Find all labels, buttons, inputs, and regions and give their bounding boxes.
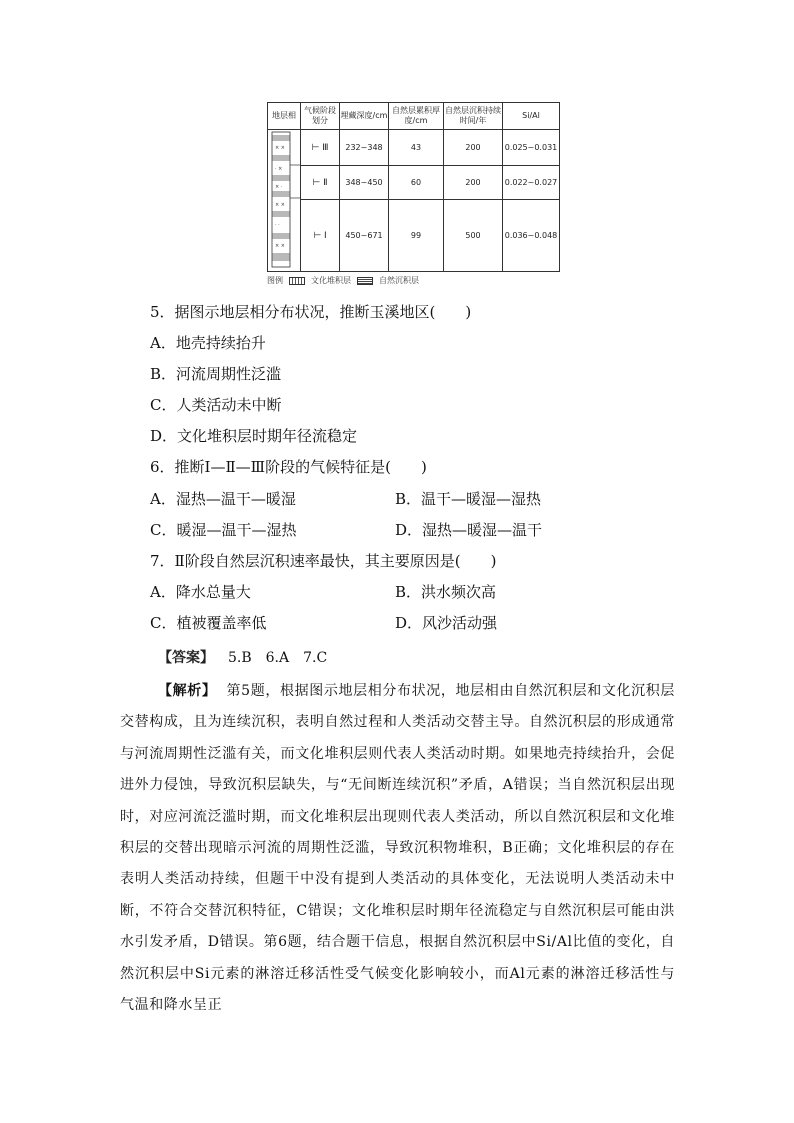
question-6-option-a: A．湿热—温干—暖湿: [150, 490, 296, 508]
table-row: [268, 200, 560, 272]
sial-cell: 0.036~0.048: [503, 200, 560, 272]
analysis-tag: 【解析】: [158, 683, 217, 699]
legend-title: 图例: [267, 276, 283, 285]
stage-cell: ⊢ Ⅲ: [301, 130, 340, 166]
question-5-option-a: A．地壳持续抬升: [150, 334, 266, 352]
cultural-layer-swatch: [289, 277, 305, 285]
legend-cultural-label: 文化堆积层: [311, 276, 351, 285]
figure-legend: [267, 275, 560, 286]
svg-text:× ×: × ×: [275, 243, 285, 249]
svg-text:· ×: · ×: [275, 166, 283, 172]
sial-cell: 0.025~0.031: [503, 130, 560, 166]
svg-text:× ×: × ×: [275, 202, 285, 208]
question-6-option-b: B．温干—暖湿—湿热: [395, 490, 542, 508]
stage-cell: ⊢ Ⅰ: [301, 200, 340, 272]
question-7-option-a: A．降水总量大: [150, 583, 251, 601]
question-6-stem: 6．推断Ⅰ—Ⅱ—Ⅲ阶段的气候特征是( ): [150, 458, 427, 476]
depth-cell: 450~671: [340, 200, 389, 272]
strata-column-graphic: [268, 130, 300, 269]
duration-cell: 200: [444, 130, 503, 166]
duration-cell: 200: [444, 166, 503, 200]
answer-line: [158, 648, 327, 668]
question-5-option-c: C．人类活动未中断: [150, 396, 282, 414]
thickness-cell: 60: [389, 166, 444, 200]
question-7-option-b: B．洪水频次高: [395, 583, 497, 601]
answer-text: 5.B 6.A 7.C: [228, 650, 328, 666]
thickness-cell: 99: [389, 200, 444, 272]
question-5-option-d: D．文化堆积层时期年径流稳定: [150, 427, 358, 445]
depth-cell: 232~348: [340, 130, 389, 166]
depth-cell: 348~450: [340, 166, 389, 200]
question-7-option-c: C．植被覆盖率低: [150, 614, 267, 632]
question-5-option-b: B．河流周期性泛滥: [150, 365, 282, 383]
header-duration: 自然层沉积持续时间/年: [444, 103, 503, 130]
header-thickness: 自然层累积厚度/cm: [389, 103, 444, 130]
svg-text:× ·: × ·: [275, 184, 283, 190]
natural-layer-swatch: [357, 277, 373, 285]
header-depth: 埋藏深度/cm: [340, 103, 389, 130]
svg-text:× ×: × ×: [275, 145, 285, 151]
question-6-option-c: C．暖湿—温干—湿热: [150, 521, 297, 539]
answer-tag: 【答案】: [158, 650, 214, 666]
strata-column: [268, 130, 301, 272]
question-7-stem: 7．Ⅱ阶段自然层沉积速率最快，其主要原因是( ): [150, 552, 497, 570]
question-7-option-d: D．风沙活动强: [395, 614, 498, 632]
strata-figure: [267, 102, 560, 290]
table-row: [268, 130, 560, 166]
header-stage: 气候阶段划分: [301, 103, 340, 130]
sial-cell: 0.022~0.027: [503, 166, 560, 200]
table-row: [268, 166, 560, 200]
header-facies: 地层相: [268, 103, 301, 130]
header-sial: Si/Al: [503, 103, 560, 130]
question-6-option-d: D．湿热—暖湿—温干: [395, 521, 543, 539]
svg-text:· ·: · ·: [275, 222, 280, 228]
analysis-text: 第5题，根据图示地层相分布状况，地层相由自然沉积层和文化沉积层交替构成，且为连续沉积，表明自然过程和人类活动交替主导。自然沉积层的形成通常与河流周期性泛滥有关，而文化堆积层则代表人类活动时期。如果地壳持续抬升，会促进外力侵蚀，导致沉积层缺失，与“无间断连续沉积”矛盾，A错误；当自然沉积层出现时，对应河流泛滥时期，而文化堆积层出现则代表人类活动，所以自然沉积层和文化堆积层的交替出现暗示河流的周期性泛滥，导致沉积物堆积，B正确；文化堆积层的存在表明人类活动持续，但题干中没有提到人类活动的具体变化，无法说明人类活动未中断，不符合交替沉积特征，C错误；文化堆积层时期年径流稳定与自然沉积层可能由洪水引发矛盾，D错误。第6题，结合题干信息，根据自然沉积层中Si/Al比值的变化，自然沉积层中Si元素的淋溶迁移活性受气候变化影响较小，而Al元素的淋溶迁移活性与气温和降水呈正: [120, 683, 675, 1014]
question-5-stem: 5．据图示地层相分布状况，推断玉溪地区( ): [150, 303, 472, 321]
analysis-paragraph: [120, 676, 675, 1021]
strata-table: [267, 102, 560, 272]
thickness-cell: 43: [389, 130, 444, 166]
duration-cell: 500: [444, 200, 503, 272]
legend-natural-label: 自然沉积层: [379, 276, 419, 285]
stage-cell: ⊢ Ⅱ: [301, 166, 340, 200]
